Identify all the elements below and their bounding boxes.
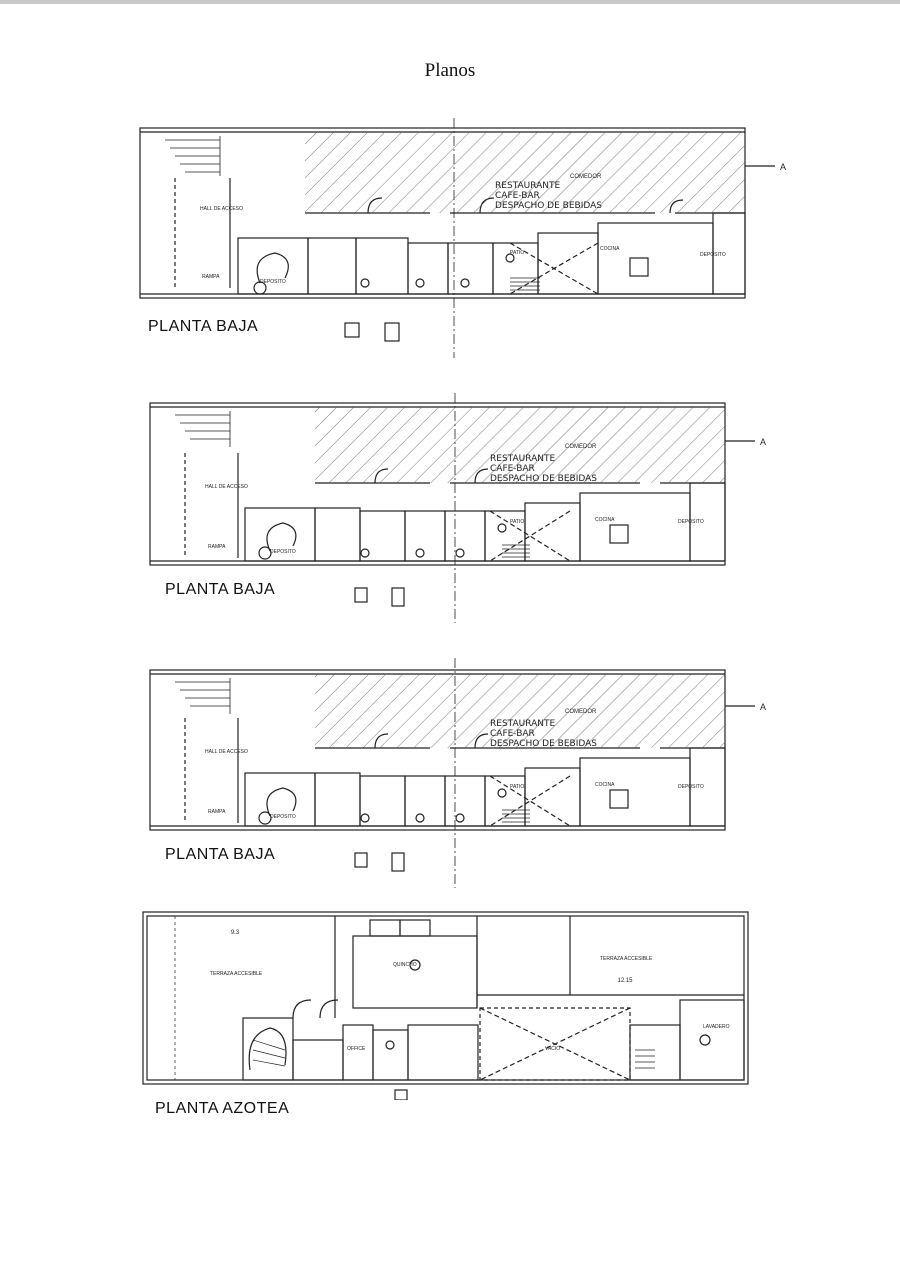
deposito-right-label: DEPOSITO	[678, 784, 704, 790]
quincho-label: QUINCHO	[393, 962, 417, 968]
floor-plan-2	[130, 393, 780, 623]
patio-label: PATIO	[510, 519, 525, 525]
deposito-right-label: DEPOSITO	[678, 519, 704, 525]
deposito-left-label: DEPOSITO	[260, 279, 286, 285]
deposito-left-label: DEPOSITO	[270, 549, 296, 555]
plan-caption: PLANTA AZOTEA	[155, 1100, 290, 1117]
rampa-label: RAMPA	[208, 809, 226, 815]
vacio-label: VACIO	[545, 1046, 561, 1052]
comedor-label: COMEDOR	[570, 174, 602, 180]
comedor-label: COMEDOR	[565, 444, 597, 450]
deposito-right-label: DEPOSITO	[700, 252, 726, 258]
office-label: OFFICE	[347, 1046, 366, 1052]
section-mark: A	[780, 162, 787, 172]
restaurant-label-line2: CAFE-BAR	[490, 464, 535, 474]
plan-caption: PLANTA BAJA	[148, 318, 259, 335]
terraza-left-label: TERRAZA ACCESIBLE	[210, 971, 263, 977]
hall-label: HALL DE ACCESO	[205, 484, 248, 490]
restaurant-label-line2: CAFE-BAR	[490, 729, 535, 739]
hall-label: HALL DE ACCESO	[200, 206, 243, 212]
floor-plan-azotea	[125, 900, 785, 1117]
plan-caption: PLANTA BAJA	[165, 846, 276, 863]
hall-label: HALL DE ACCESO	[205, 749, 248, 755]
dim-right: 12.15	[617, 978, 633, 984]
restaurant-label-line1: RESTAURANTE	[490, 719, 556, 729]
terraza-right-label: TERRAZA ACCESIBLE	[600, 956, 653, 962]
section-mark: A	[760, 702, 767, 712]
rampa-label: RAMPA	[208, 544, 226, 550]
restaurant-label-line2: CAFE-BAR	[495, 191, 540, 201]
floor-plan-3	[130, 658, 780, 888]
patio-label: PATIO	[510, 784, 525, 790]
patio-label: PATIO	[510, 250, 525, 256]
cocina-label: COCINA	[595, 782, 615, 788]
comedor-label: COMEDOR	[565, 709, 597, 715]
lavadero-label: LAVADERO	[703, 1024, 730, 1030]
dim-left: 9.3	[230, 930, 240, 936]
deposito-left-label: DEPOSITO	[270, 814, 296, 820]
restaurant-label-line3: DESPACHO DE BEBIDAS	[490, 739, 597, 749]
cocina-label: COCINA	[595, 517, 615, 523]
restaurant-label-line1: RESTAURANTE	[490, 454, 556, 464]
restaurant-label-line3: DESPACHO DE BEBIDAS	[495, 201, 602, 211]
top-edge-bar	[0, 0, 900, 4]
restaurant-label-line3: DESPACHO DE BEBIDAS	[490, 474, 597, 484]
rampa-label: RAMPA	[202, 274, 220, 280]
floor-plan-1	[110, 118, 800, 358]
page-title: Planos	[424, 60, 476, 81]
cocina-label: COCINA	[600, 246, 620, 252]
section-mark: A	[760, 437, 767, 447]
restaurant-label-line1: RESTAURANTE	[495, 181, 561, 191]
plan-caption: PLANTA BAJA	[165, 581, 276, 598]
